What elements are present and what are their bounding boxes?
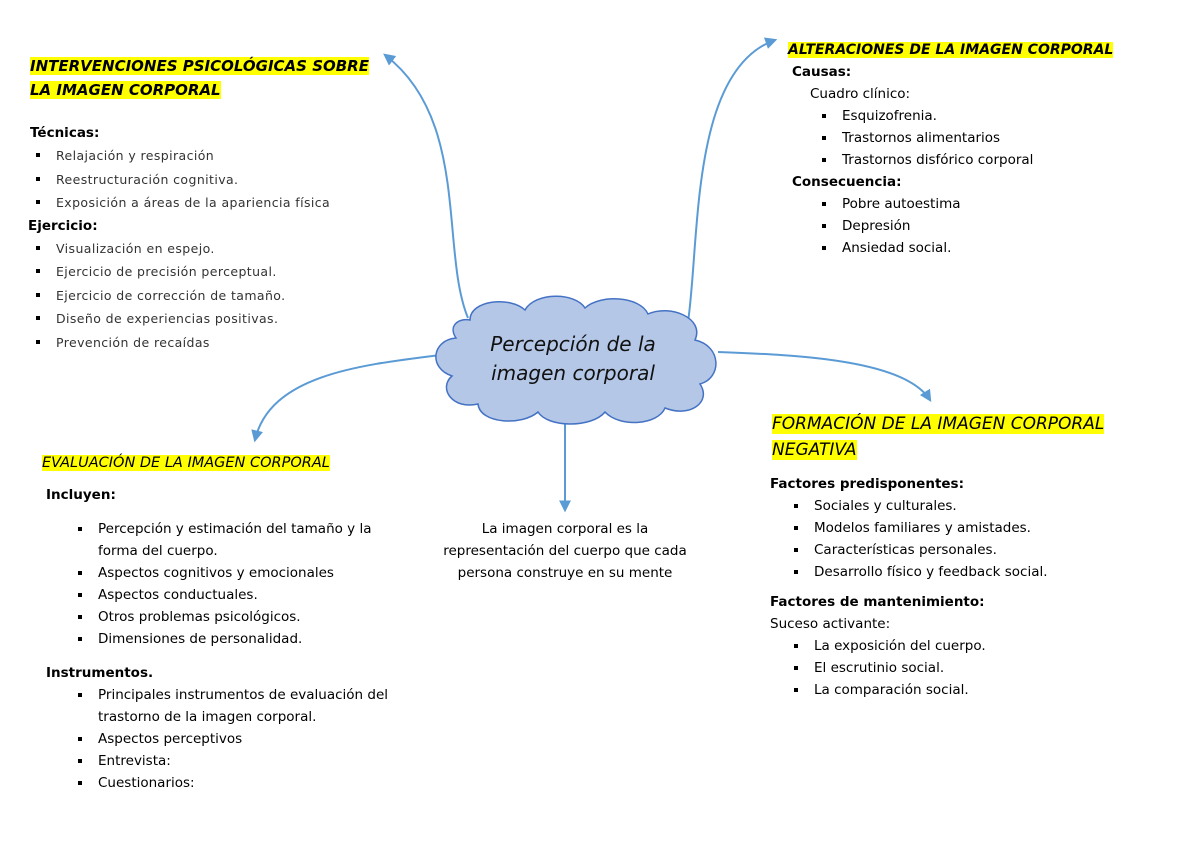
cuadro-clinico-label: Cuadro clínico:: [810, 86, 911, 102]
list-item: Trastornos disfórico corporal: [816, 149, 1168, 171]
formacion-title: [772, 411, 1172, 463]
evaluacion-section: [42, 452, 422, 794]
definition-line1: La imagen corporal es la: [481, 521, 649, 537]
predisponentes-label: Factores predisponentes:: [770, 476, 964, 492]
alteraciones-title: [788, 39, 1168, 61]
list-item: Visualización en espejo.: [30, 237, 430, 261]
list-item: Aspectos cognitivos y emocionales: [72, 562, 402, 584]
arrow-to-formacion: [718, 352, 930, 400]
list-item: La comparación social.: [788, 679, 1172, 701]
list-item: Cuestionarios:: [72, 772, 402, 794]
tecnicas-label: Técnicas:: [30, 125, 100, 141]
central-topic-line2: imagen corporal: [491, 361, 655, 385]
list-item: Aspectos conductuales.: [72, 584, 402, 606]
alteraciones-section: [788, 39, 1168, 259]
consecuencia-list: [816, 193, 1168, 259]
list-item: Prevención de recaídas: [30, 331, 430, 355]
ejercicio-list: [30, 237, 430, 355]
list-item: Entrevista:: [72, 750, 402, 772]
list-item: Pobre autoestima: [816, 193, 1168, 215]
arrow-to-alteraciones: [688, 40, 775, 322]
list-item: Aspectos perceptivos: [72, 728, 402, 750]
list-item: Relajación y respiración: [30, 144, 430, 168]
causas-label: Causas:: [792, 64, 852, 80]
evaluacion-title: [42, 452, 422, 474]
list-item: Exposición a áreas de la apariencia física: [30, 191, 430, 215]
list-item: Percepción y estimación del tamaño y la forma del cuerpo.: [72, 518, 402, 562]
instrumentos-list: [72, 684, 402, 794]
list-item: Características personales.: [788, 539, 1172, 561]
mantenimiento-label: Factores de mantenimiento:: [770, 594, 985, 610]
list-item: Trastornos alimentarios: [816, 127, 1168, 149]
arrow-to-evaluacion: [255, 355, 440, 440]
formacion-title-line2: NEGATIVA: [772, 440, 857, 460]
ejercicio-label: Ejercicio:: [28, 217, 98, 234]
incluyen-list: [72, 518, 402, 650]
suceso-list: [788, 635, 1172, 701]
evaluacion-title-text: EVALUACIÓN DE LA IMAGEN CORPORAL: [42, 455, 330, 471]
list-item: Depresión: [816, 215, 1168, 237]
list-item: Otros problemas psicológicos.: [72, 606, 402, 628]
list-item: El escrutinio social.: [788, 657, 1172, 679]
consecuencia-label: Consecuencia:: [792, 174, 902, 190]
list-item: La exposición del cuerpo.: [788, 635, 1172, 657]
list-item: Diseño de experiencias positivas.: [30, 307, 430, 331]
formacion-section: [772, 411, 1172, 701]
list-item: Ansiedad social.: [816, 237, 1168, 259]
formacion-title-line1: FORMACIÓN DE LA IMAGEN CORPORAL: [772, 414, 1105, 434]
central-topic: [448, 330, 698, 388]
intervenciones-title: [30, 54, 430, 102]
central-topic-line1: Percepción de la: [490, 332, 656, 356]
list-item: Dimensiones de personalidad.: [72, 628, 402, 650]
intervenciones-title-line1: INTERVENCIONES PSICOLÓGICAS SOBRE: [30, 57, 369, 75]
list-item: Principales instrumentos de evaluación del trastorno de la imagen corporal.: [72, 684, 402, 728]
list-item: Desarrollo físico y feedback social.: [788, 561, 1172, 583]
intervenciones-title-line2: LA IMAGEN CORPORAL: [30, 81, 221, 99]
intervenciones-section: [30, 54, 430, 354]
predisponentes-list: [788, 495, 1172, 583]
incluyen-label: Incluyen:: [46, 487, 116, 503]
tecnicas-list: [30, 144, 430, 215]
list-item: Reestructuración cognitiva.: [30, 168, 430, 192]
cuadro-clinico-list: [816, 105, 1168, 171]
definition-line3: persona construye en su mente: [457, 565, 673, 581]
suceso-activante-label: Suceso activante:: [770, 616, 891, 632]
list-item: Sociales y culturales.: [788, 495, 1172, 517]
alteraciones-title-text: ALTERACIONES DE LA IMAGEN CORPORAL: [788, 42, 1114, 58]
definition-line2: representación del cuerpo que cada: [443, 543, 687, 559]
instrumentos-label: Instrumentos.: [46, 665, 154, 681]
list-item: Ejercicio de precisión perceptual.: [30, 260, 430, 284]
list-item: Ejercicio de corrección de tamaño.: [30, 284, 430, 308]
list-item: Esquizofrenia.: [816, 105, 1168, 127]
list-item: Modelos familiares y amistades.: [788, 517, 1172, 539]
definition-text: [420, 518, 710, 584]
